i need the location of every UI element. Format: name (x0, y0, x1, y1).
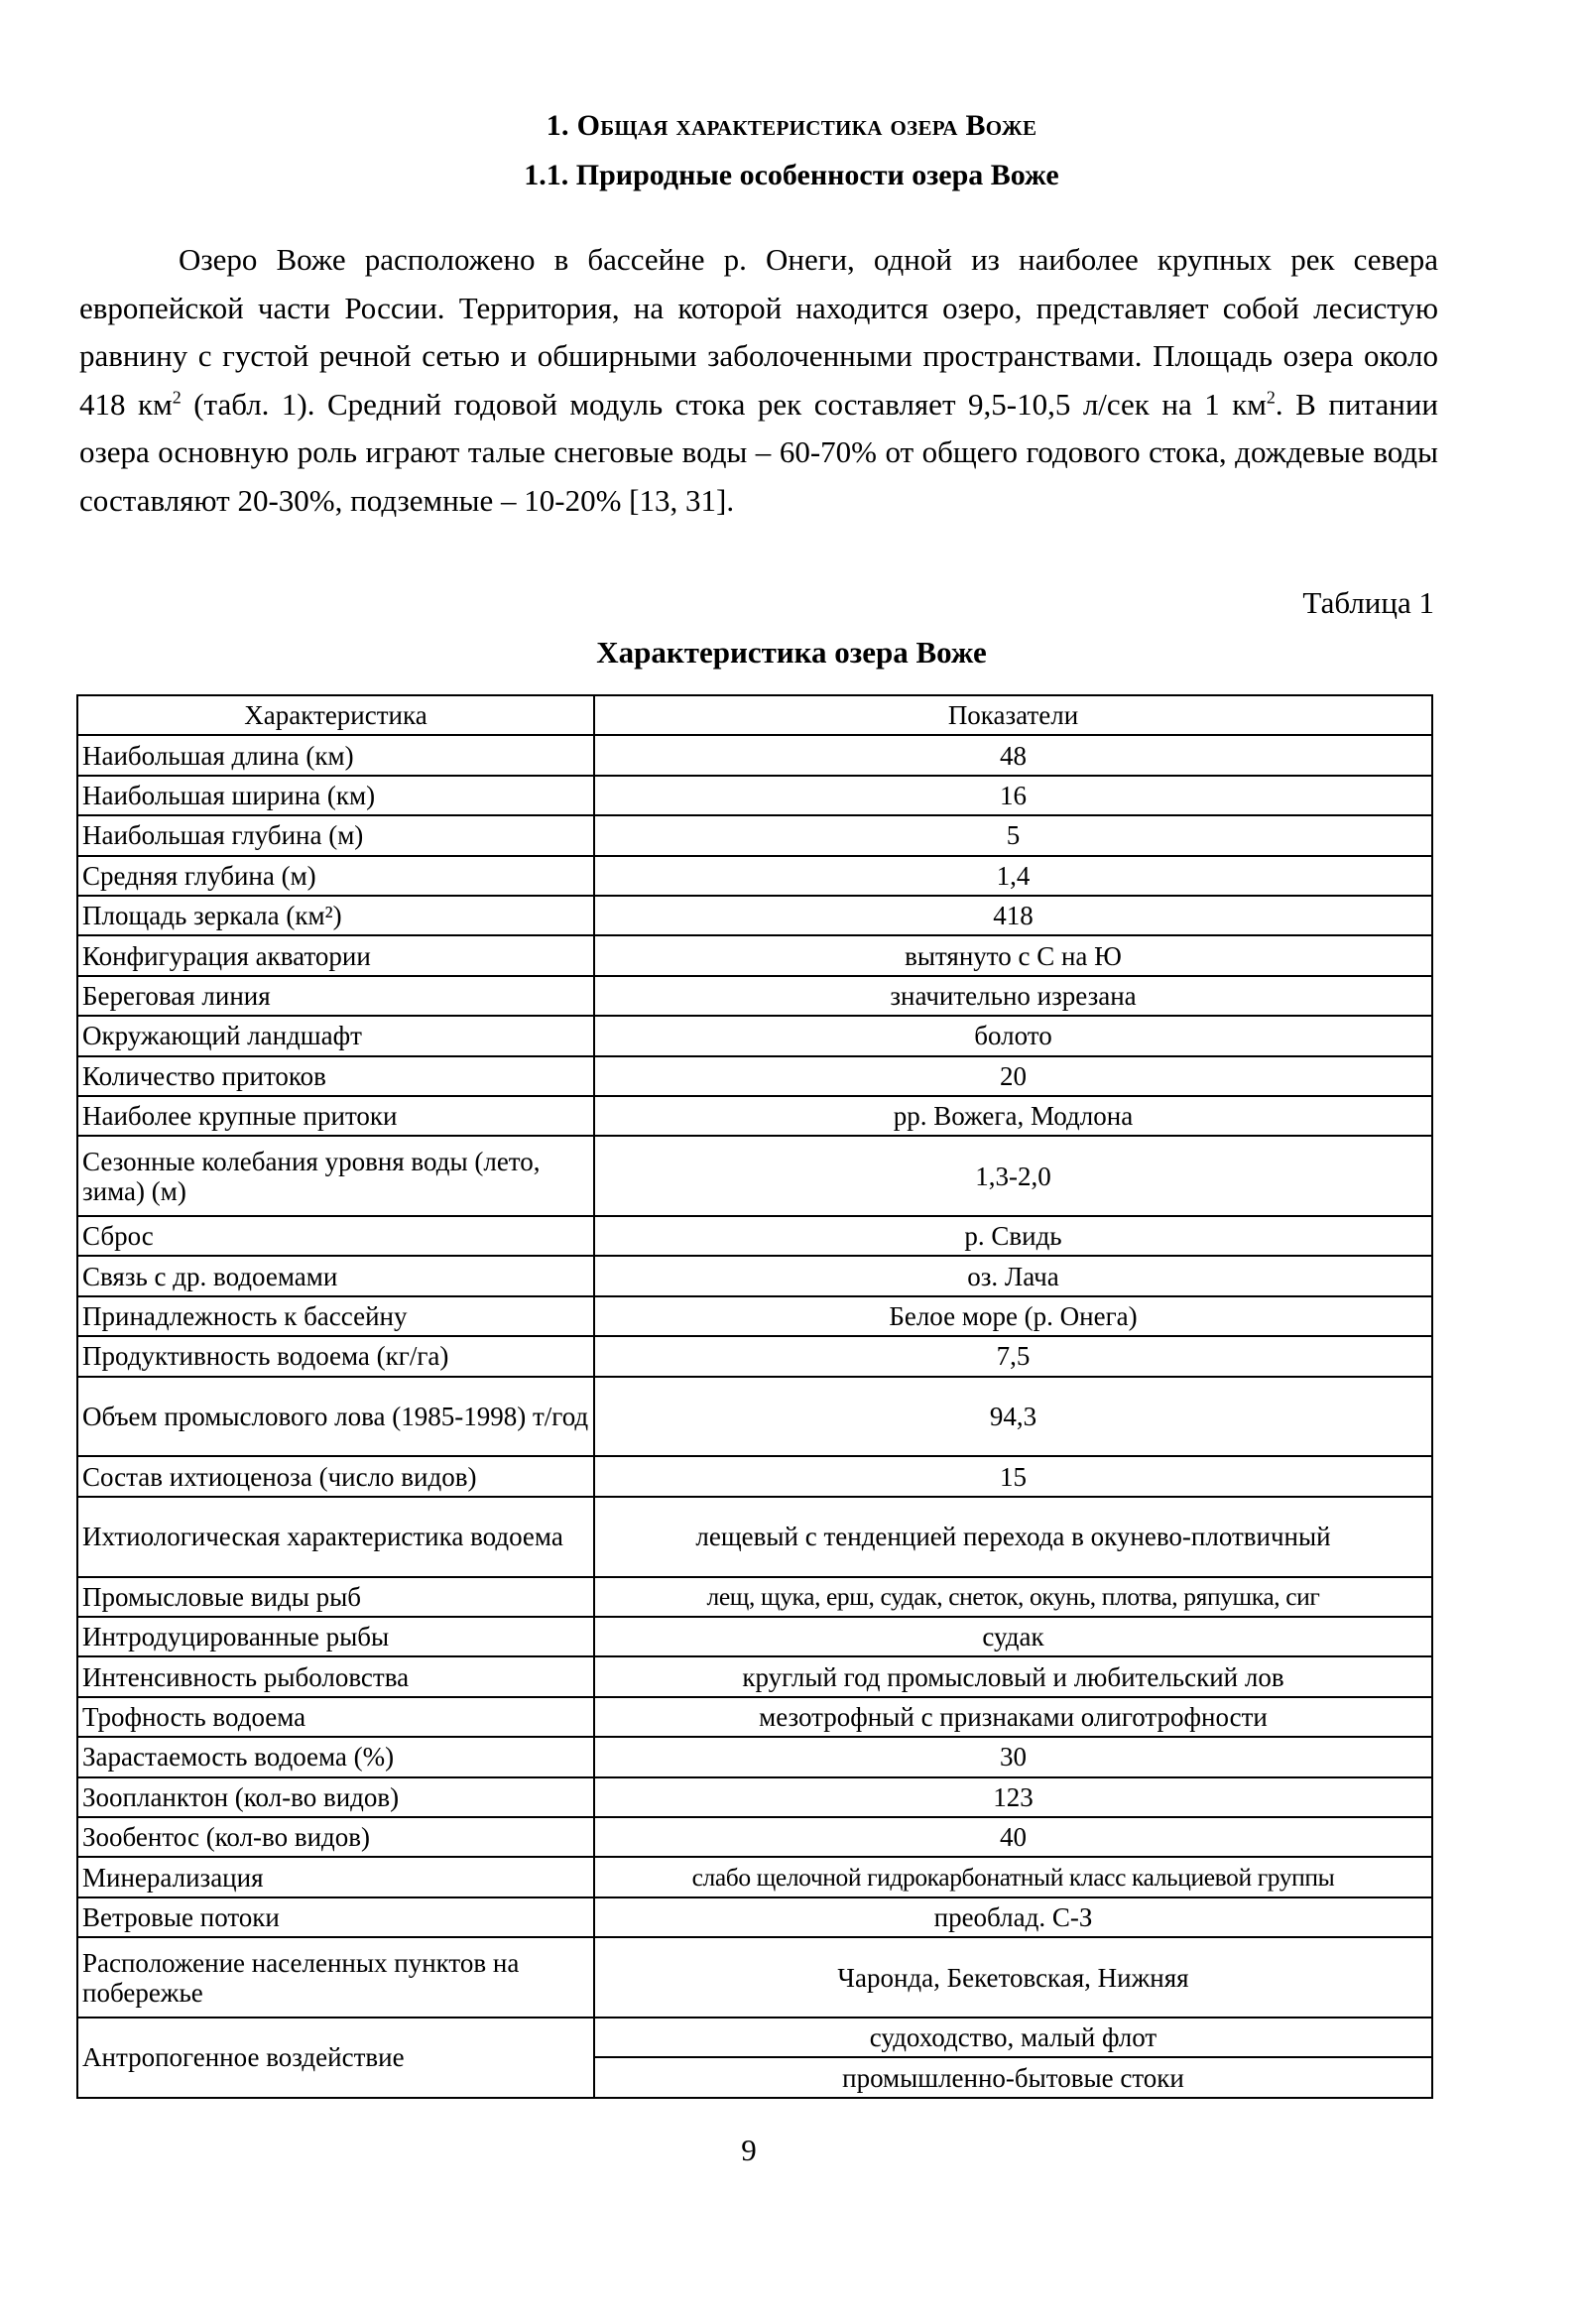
paragraph-text: (табл. 1). Средний годовой модуль стока рек составляет 9,5-10,5 л/сек на 1 км (181, 386, 1267, 422)
table-row (77, 776, 1432, 815)
row-value: лещевый с тенденцией перехода в окунево-плотвичный (594, 1497, 1432, 1577)
table-row (77, 735, 1432, 775)
row-label: Конфигурация акватории (77, 935, 594, 975)
row-label: Средняя глубина (м) (77, 856, 594, 896)
row-value: Чаронда, Бекетовская, Нижняя (594, 1937, 1432, 2018)
row-value: болото (594, 1016, 1432, 1055)
row-label: Сброс (77, 1216, 594, 1256)
table-row (77, 1296, 1432, 1336)
row-label: Промысловые виды рыб (77, 1577, 594, 1617)
row-value: 15 (594, 1456, 1432, 1496)
table-row (77, 1937, 1432, 2018)
row-value: промышленно-бытовые стоки (594, 2057, 1432, 2097)
row-value: 1,4 (594, 856, 1432, 896)
row-label: Сезонные колебания уровня воды (лето, зима) (м) (77, 1136, 594, 1216)
table-row (77, 1897, 1432, 1937)
row-value: судак (594, 1617, 1432, 1656)
row-value: вытянуто с С на Ю (594, 935, 1432, 975)
table-row (77, 1777, 1432, 1817)
page-number: 9 (741, 2133, 757, 2167)
row-label: Наибольшая глубина (м) (77, 815, 594, 855)
row-value: 16 (594, 776, 1432, 815)
row-label: Объем промыслового лова (1985-1998) т/год (77, 1377, 594, 1457)
chapter-heading: 1. Общая характеристика озера Воже (546, 109, 1037, 142)
row-value: 20 (594, 1056, 1432, 1096)
row-label: Количество притоков (77, 1056, 594, 1096)
row-value: Белое море (р. Онега) (594, 1296, 1432, 1336)
row-value: значительно изрезана (594, 976, 1432, 1016)
header-indicators: Показатели (594, 695, 1432, 735)
table-row (77, 1497, 1432, 1577)
paragraph-text: Озеро Воже расположено в бассейне р. Онеги, одной из наиболее крупных рек севера европейской части России. Территория, на которой находится озеро, представляет собой лесистую равнину с густой речной сетью и обширными заболоченными пространствами. Площадь озера около 418 км (79, 242, 1438, 422)
row-value: судоходство, малый флот (594, 2018, 1432, 2057)
table-row (77, 1456, 1432, 1496)
table-row (77, 1617, 1432, 1656)
row-label: Береговая линия (77, 976, 594, 1016)
row-label: Связь с др. водоемами (77, 1256, 594, 1295)
table-row (77, 1216, 1432, 1256)
row-value: 94,3 (594, 1377, 1432, 1457)
row-value: преоблад. С-З (594, 1897, 1432, 1937)
table-row (77, 815, 1432, 855)
row-label: Наиболее крупные притоки (77, 1096, 594, 1136)
section-heading: 1.1. Природные особенности озера Воже (524, 159, 1059, 191)
row-label: Наибольшая ширина (км) (77, 776, 594, 815)
table-row (77, 896, 1432, 935)
paragraph-text: . В питании озера основную роль играют талые снеговые воды – 60-70% от общего годового стока, дождевые воды составляют 20-30%, подземные – 10-20% [13, 31]. (79, 386, 1438, 518)
table-row (77, 1056, 1432, 1096)
table-row (77, 856, 1432, 896)
row-label: Наибольшая длина (км) (77, 735, 594, 775)
table-header-row (77, 695, 1432, 735)
row-label: Расположение населенных пунктов на побережье (77, 1937, 594, 2018)
row-value: 418 (594, 896, 1432, 935)
table-row (77, 1577, 1432, 1617)
table-row (77, 1096, 1432, 1136)
table-row (77, 1136, 1432, 1216)
row-value: 48 (594, 735, 1432, 775)
row-label: Зоопланктон (кол-во видов) (77, 1777, 594, 1817)
row-value: круглый год промысловый и любительский лов (594, 1656, 1432, 1696)
row-label: Интенсивность рыболовства (77, 1656, 594, 1696)
table-caption: Характеристика озера Воже (596, 635, 987, 670)
row-label: Антропогенное воздействие (77, 2018, 594, 2098)
table-row (77, 2018, 1432, 2057)
row-label: Зообентос (кол-во видов) (77, 1817, 594, 1857)
row-label: Минерализация (77, 1857, 594, 1896)
row-value: 123 (594, 1777, 1432, 1817)
row-label: Окружающий ландшафт (77, 1016, 594, 1055)
row-label: Состав ихтиоценоза (число видов) (77, 1456, 594, 1496)
row-value: мезотрофный с признаками олиготрофности (594, 1697, 1432, 1737)
table-row (77, 976, 1432, 1016)
table-row (77, 935, 1432, 975)
row-label: Продуктивность водоема (кг/га) (77, 1336, 594, 1376)
table-row (77, 1817, 1432, 1857)
row-value: 7,5 (594, 1336, 1432, 1376)
table-row (77, 1336, 1432, 1376)
table-row (77, 1697, 1432, 1737)
row-label: Принадлежность к бассейну (77, 1296, 594, 1336)
table-row (77, 1656, 1432, 1696)
row-value: слабо щелочной гидрокарбонатный класс кальциевой группы (594, 1857, 1432, 1896)
row-label: Интродуцированные рыбы (77, 1617, 594, 1656)
row-value: рр. Вожега, Модлона (594, 1096, 1432, 1136)
row-label: Ветровые потоки (77, 1897, 594, 1937)
table-row (77, 1377, 1432, 1457)
superscript: 2 (172, 387, 182, 408)
table-number: Таблица 1 (1302, 585, 1434, 620)
table-row (77, 1737, 1432, 1776)
row-label: Трофность водоема (77, 1697, 594, 1737)
table-row (77, 1016, 1432, 1055)
row-value: 40 (594, 1817, 1432, 1857)
header-characteristic: Характеристика (77, 695, 594, 735)
row-value: 30 (594, 1737, 1432, 1776)
table-row (77, 1256, 1432, 1295)
row-value: оз. Лача (594, 1256, 1432, 1295)
body-paragraph (79, 236, 1438, 525)
row-label: Площадь зеркала (км²) (77, 896, 594, 935)
table-row (77, 1857, 1432, 1896)
row-value: лещ, щука, ерш, судак, снеток, окунь, плотва, ряпушка, сиг (594, 1577, 1432, 1617)
row-value: 1,3-2,0 (594, 1136, 1432, 1216)
row-value: р. Свидь (594, 1216, 1432, 1256)
row-label: Зарастаемость водоема (%) (77, 1737, 594, 1776)
row-label: Ихтиологическая характеристика водоема (77, 1497, 594, 1577)
row-value: 5 (594, 815, 1432, 855)
lake-characteristics-table (76, 694, 1433, 2099)
superscript: 2 (1266, 387, 1276, 408)
